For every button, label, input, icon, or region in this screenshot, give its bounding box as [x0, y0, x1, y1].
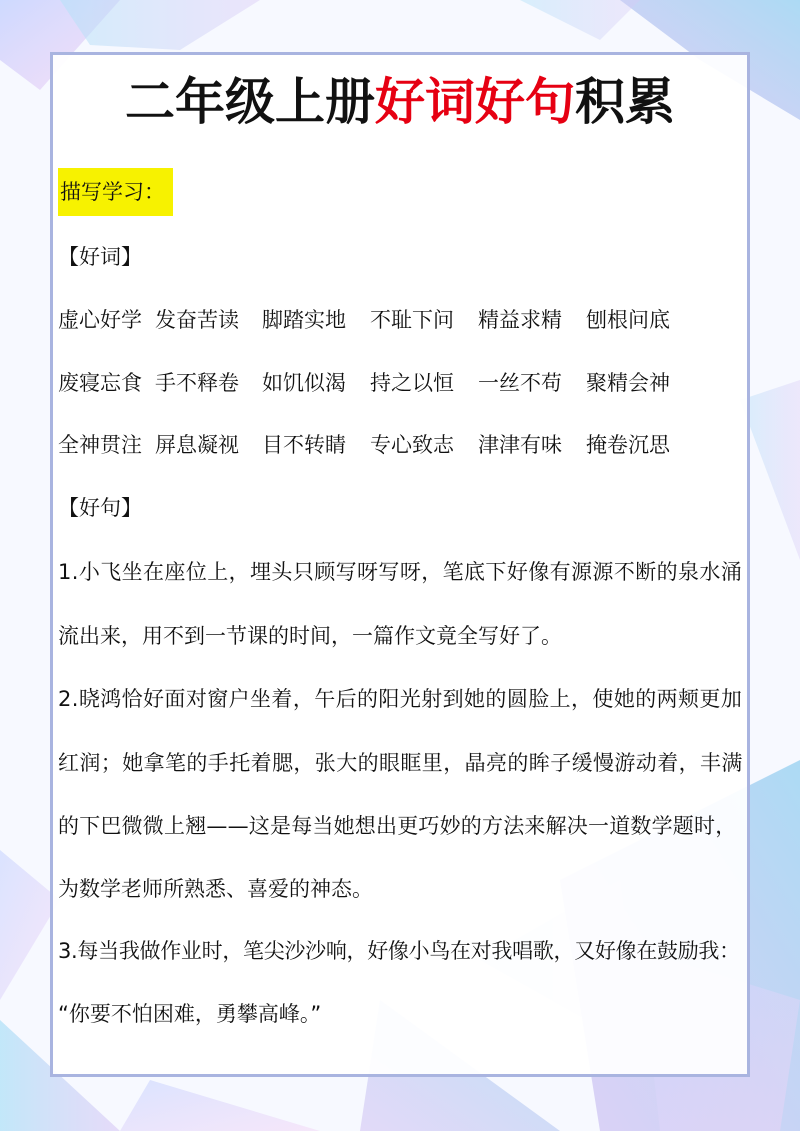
- section-label: 描写学习：: [58, 168, 173, 216]
- title-part-3: 积累: [575, 73, 675, 131]
- word-item: 聚精会神: [586, 371, 670, 395]
- word-item: 废寝忘食: [58, 371, 142, 395]
- word-item: 持之以恒: [370, 371, 454, 395]
- sentence-line: 流出来，用不到一节课的时间，一篇作文竟全写好了。: [58, 624, 562, 648]
- word-item: 手不释卷: [155, 371, 239, 395]
- sentence-line: 的下巴微微上翘——这是每当她想出更巧妙的方法来解决一道数学题时，: [58, 814, 737, 838]
- word-item: 精益求精: [478, 308, 562, 332]
- word-item: 刨根问底: [586, 308, 670, 332]
- word-item: 目不转睛: [262, 433, 346, 457]
- word-item: 如饥似渴: [262, 371, 346, 395]
- good-words-header: 【好词】: [58, 245, 142, 269]
- sentence-line: “你要不怕困难，勇攀高峰。”: [58, 1002, 322, 1026]
- word-item: 专心致志: [370, 433, 454, 457]
- word-item: 全神贯注: [58, 433, 142, 457]
- word-item: 屏息凝视: [155, 433, 239, 457]
- word-row-1: [58, 305, 748, 335]
- word-item: 不耻下问: [370, 308, 454, 332]
- word-item: 虚心好学: [58, 308, 142, 332]
- word-item: 脚踏实地: [262, 308, 346, 332]
- page-title: [0, 72, 800, 132]
- title-part-1: 二年级上册: [125, 73, 375, 131]
- word-row-2: [58, 368, 748, 398]
- word-row-3: [58, 430, 748, 460]
- section-label-row: [58, 168, 748, 216]
- word-item: 一丝不苟: [478, 371, 562, 395]
- word-item: 津津有味: [478, 433, 562, 457]
- sentence-line: 红润；她拿笔的手托着腮，张大的眼眶里，晶亮的眸子缓慢游动着，丰满: [58, 751, 743, 775]
- sentence-line: 2.晓鸿恰好面对窗户坐着，午后的阳光射到她的圆脸上，使她的两颊更加: [58, 687, 743, 711]
- good-sentences-header: 【好句】: [58, 496, 142, 520]
- sentence-line: 1.小飞坐在座位上，埋头只顾写呀写呀，笔底下好像有源源不断的泉水涌: [58, 560, 743, 584]
- word-item: 发奋苦读: [155, 308, 239, 332]
- word-item: 掩卷沉思: [586, 433, 670, 457]
- title-part-2: 好词好句: [375, 73, 575, 131]
- sentence-line: 为数学老师所熟悉、喜爱的神态。: [58, 877, 373, 901]
- sentence-line: 3.每当我做作业时，笔尖沙沙响，好像小鸟在对我唱歌，又好像在鼓励我：: [58, 939, 740, 963]
